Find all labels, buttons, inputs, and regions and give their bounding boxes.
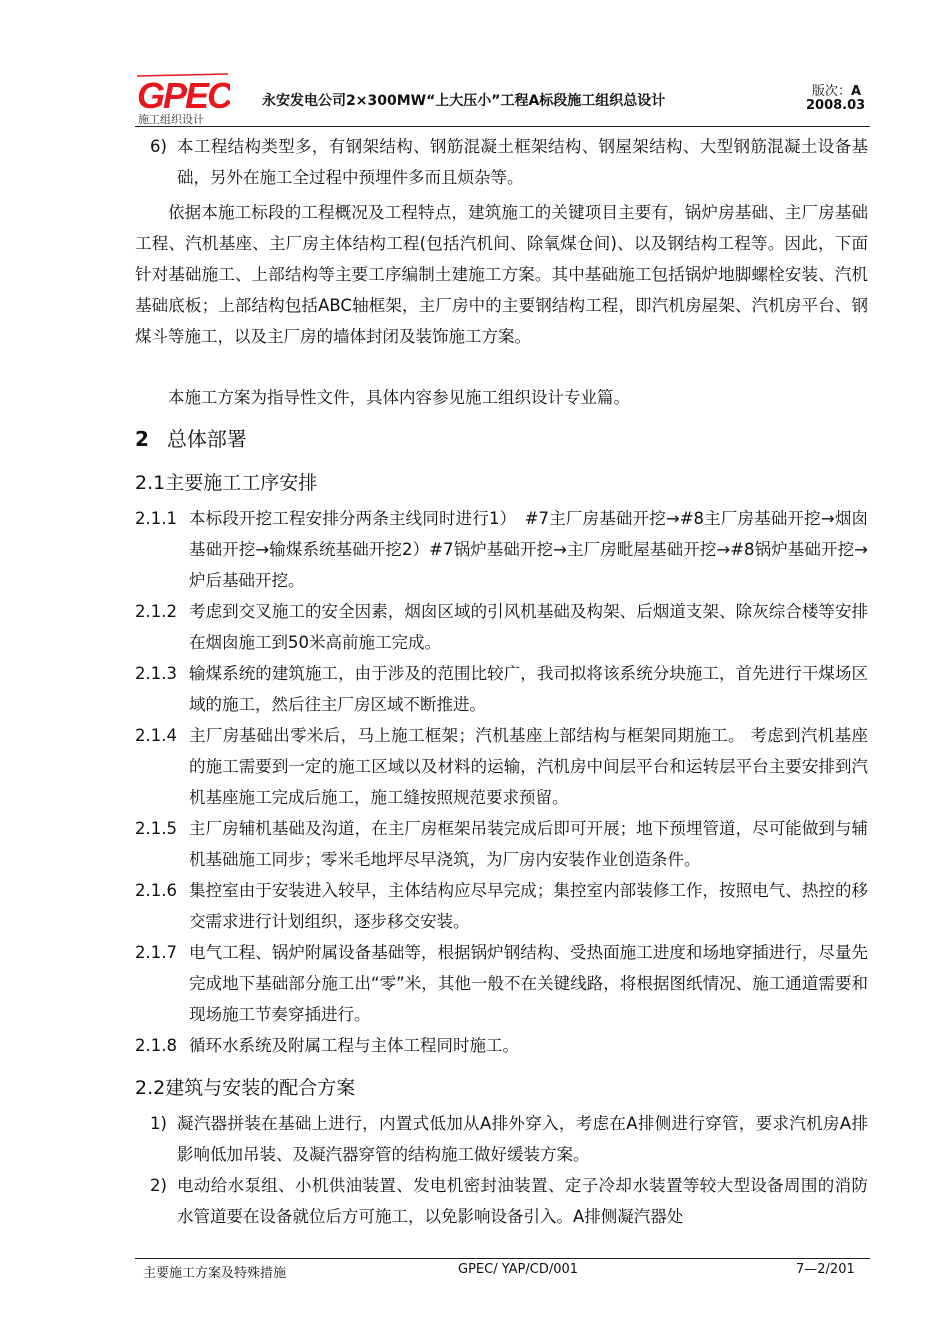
header-divider [135,126,870,127]
item-number: 2) [150,1176,167,1195]
footer-divider [135,1258,870,1259]
item-number: 2.1.2 [135,602,177,621]
list-item [135,1030,868,1061]
subsection-heading: 2.2建筑与安装的配合方案 [135,1077,356,1099]
section-title: 总体部署 [166,427,247,451]
item-number: 2.1.4 [135,726,177,745]
list-item [150,1108,868,1170]
section-heading [135,423,247,452]
footer-page-number: 7—2/201 [796,1262,855,1277]
item-text: 主厂房辅机基础及沟道，在主厂房框架吊装完成后即可开展；地下预埋管道，尽可能做到与辅机基础施工同步；零米毛地坪尽早浇筑，为厂房内安装作业创造条件。 [189,819,868,869]
list-item [135,503,868,596]
item-number: 2.1.6 [135,881,177,900]
item-text: 本工程结构类型多，有钢架结构、钢筋混凝土框架结构、钢屋架结构、大型钢筋混凝土设备基础，另外在施工全过程中预埋件多而且烦杂等。 [177,137,868,187]
list-item [135,596,868,658]
version-info [812,80,861,99]
footer-doc-code: GPEC/ YAP/CD/001 [458,1262,579,1277]
subsection-heading: 2.1主要施工工序安排 [135,472,318,494]
gpec-logo-mark [135,70,230,112]
list-item [135,658,868,720]
item-number: 2.1.8 [135,1036,177,1055]
version-value: A [851,84,862,99]
item-number: 6) [150,137,167,156]
body-paragraph: 本施工方案为指导性文件，具体内容参见施工组织设计专业篇。 [168,388,630,407]
item-text: 本标段开挖工程安排分两条主线同时进行1） #7主厂房基础开挖→#8主厂房基础开挖→烟囱基础开挖→输煤系统基础开挖2）#7锅炉基础开挖→主厂房毗屋基础开挖→#8锅炉基础开挖→炉后基础开挖。 [189,509,868,590]
item-text: 电气工程、锅炉附属设备基础等，根据锅炉钢结构、受热面施工进度和场地穿插进行，尽量先完成地下基础部分施工出“零”米，其他一般不在关键线路，将根据图纸情况、施工通道需要和现场施工节奏穿插进行。 [189,943,868,1024]
item-text: 电动给水泵组、小机供油装置、发电机密封油装置、定子冷却水装置等较大型设备周围的消防水管道要在设备就位后方可施工，以免影响设备引入。A排侧凝汽器处 [177,1176,868,1226]
item-text: 凝汽器拼装在基础上进行，内置式低加从A排外穿入，考虑在A排侧进行穿管，要求汽机房A排影响低加吊装、及凝汽器穿管的结构施工做好缓装方案。 [177,1114,868,1164]
body-paragraph: 依据本施工标段的工程概况及工程特点，建筑施工的关键项目主要有，锅炉房基础、主厂房基础工程、汽机基座、主厂房主体结构工程(包括汽机间、除氧煤仓间)、以及钢结构工程等。因此，下面针对基础施工、上部结构等主要工序编制土建施工方案。其中基础施工包括锅炉地脚螺栓安装、汽机基础底板；上部结构包括ABC轴框架，主厂房中的主要钢结构工程，即汽机房屋架、汽机房平台、钢煤斗等施工，以及主厂房的墙体封闭及装饰施工方案。 [135,203,868,346]
item-text: 循环水系统及附属工程与主体工程同时施工。 [189,1036,519,1055]
section-number: 2 [135,427,149,451]
item-text: 主厂房基础出零米后，马上施工框架；汽机基座上部结构与框架同期施工。 考虑到汽机基座的施工需要到一定的施工区域以及材料的运输，汽机房中间层平台和运转层平台主要安排到汽机基座施工完成后施工，施工缝按照规范要求预留。 [189,726,868,807]
list-item [150,1170,868,1232]
version-label: 版次： [812,84,852,99]
item-number: 2.1.1 [135,509,177,528]
logo-caption: 施工组织设计 [138,113,204,126]
item-text: 输煤系统的建筑施工，由于涉及的范围比较广，我司拟将该系统分块施工，首先进行干煤场区域的施工，然后往主厂房区域不断推进。 [189,664,868,714]
list-item [135,813,868,875]
item-number: 1) [150,1114,167,1133]
document-title: 永安发电公司2×300MW“上大压小”工程A标段施工组织总设计 [262,93,666,109]
list-item [135,937,868,1030]
list-item [150,131,868,193]
logo-text: GPEC [137,75,230,112]
item-number: 2.1.5 [135,819,177,838]
item-number: 2.1.7 [135,943,177,962]
item-number: 2.1.3 [135,664,177,683]
footer-section-name: 主要施工方案及特殊措施 [143,1266,287,1281]
item-text: 考虑到交叉施工的安全因素，烟囱区域的引风机基础及构架、后烟道支架、除灰综合楼等安排在烟囱施工到50米高前施工完成。 [189,602,868,652]
version-date: 2008.03 [806,98,866,113]
item-text: 集控室由于安装进入较早，主体结构应尽早完成；集控室内部装修工作，按照电气、热控的移交需求进行计划组织，逐步移交安装。 [189,881,868,931]
list-item [135,720,868,813]
list-item [135,875,868,937]
